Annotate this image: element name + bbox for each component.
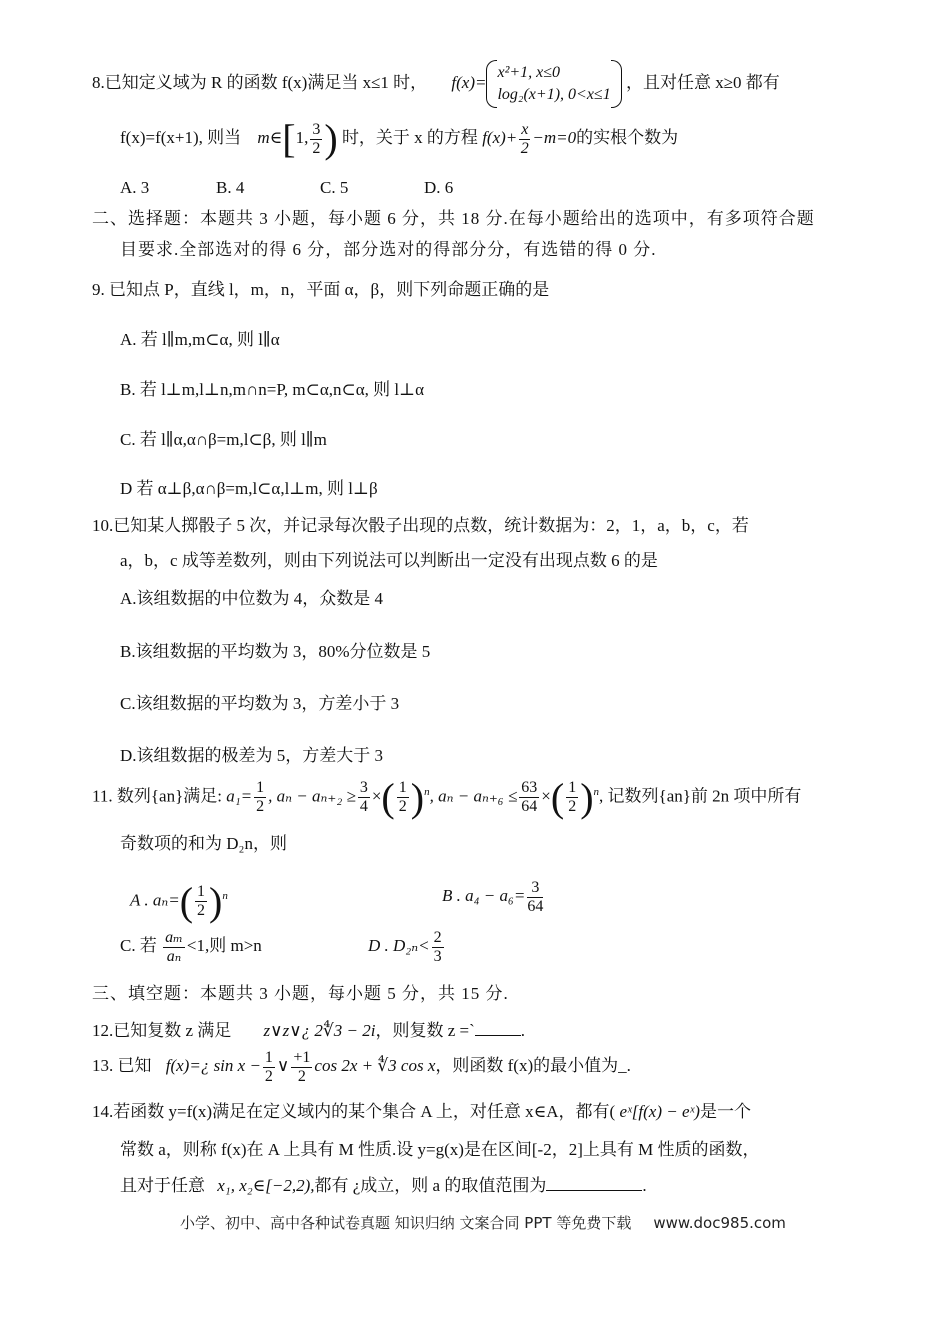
q14-answer-blank xyxy=(546,1176,642,1191)
q9-stem: 9. 已知点 P，直线 l，m，n，平面 α，β，则下列命题正确的是 xyxy=(92,280,550,299)
q8-case2: log₂(x+1), 0<x≤1 xyxy=(497,86,611,104)
q11-option-a: A . aₙ=( $\frac{1}{2}$ )$^n$ xyxy=(130,878,228,924)
footer-url: www.doc985.com xyxy=(653,1214,786,1232)
q14-line2: 常数 a，则称 f(x)在 A 上具有 M 性质.设 y=g(x)是在区间[-2，2]上具有 M 性质的函数， xyxy=(120,1140,760,1159)
q10-option-b: B.该组数据的平均数为 3，80%分位数是 5 xyxy=(120,642,431,661)
q9-option-c: C. 若 l∥α,α∩β=m,l⊂β, 则 l∥m xyxy=(120,430,327,449)
q11-option-d: D . D₂ₙ< $\frac{2}{3}$ xyxy=(368,928,442,965)
q8-line1: 8.已知定义域为 R 的函数 f(x)满足当 x≤1 时， f(x)= x²+1, x≤0 log₂(x+1), 0<x≤1 ，且对任意 x≥0 都有 xyxy=(92,58,780,108)
q9-option-b: B. 若 l⊥m,l⊥n,m∩n=P, m⊂α,n⊂α, 则 l⊥α xyxy=(120,380,425,399)
q10-stem-line2: a，b，c 成等差数列，则由下列说法可以判断出一定没有出现点数 6 的是 xyxy=(120,551,658,570)
q14-line1: 14.若函数 y=f(x)满足在定义域内的某个集合 A 上，对任意 x∈A，都有( eˣ[f(x) − eˣ)是一个 xyxy=(92,1102,751,1121)
q10-option-d: D.该组数据的极差为 5，方差大于 3 xyxy=(120,746,384,765)
q8-function: f(x)= x²+1, x≤0 log₂(x+1), 0<x≤1 xyxy=(451,73,626,92)
q8-option-c: C. 5 xyxy=(320,178,349,197)
q10-option-c: C.该组数据的平均数为 3，方差小于 3 xyxy=(120,694,400,713)
q12-expression: z∨z∨¿ 2∜3 − 2i xyxy=(263,1021,376,1040)
q13-line: 13. 已知 f(x)=¿ sin x − $\frac{1}{2}$ ∨ $\frac{+1}{2}$ cos 2x + ∜3 cos x，则函数 f(x)的最小值为_. xyxy=(92,1048,631,1085)
q12-answer-blank xyxy=(475,1021,521,1036)
q9-option-a: A. 若 l∥m,m⊂α, 则 l∥α xyxy=(120,330,280,349)
page-footer xyxy=(180,1212,786,1233)
q10-option-a: A.该组数据的中位数为 4，众数是 4 xyxy=(120,589,384,608)
q8-option-b: B. 4 xyxy=(216,178,245,197)
q8-options xyxy=(120,176,453,200)
q8-line2: f(x)=f(x+1), 则当 m∈[1, $\frac{3}{2}$ ) 时，关于 x 的方程 f(x)+ $\frac{x}{2}$ −m=0的实根个数为 xyxy=(120,116,679,162)
q10-stem-line1: 10.已知某人掷骰子 5 次，并记录每次骰子出现的点数，统计数据为：2，1，a，b，c，若 xyxy=(92,516,749,535)
section3-heading: 三、填空题：本题共 3 小题，每小题 5 分，共 15 分. xyxy=(92,984,509,1003)
q8-case1: x²+1, x≤0 xyxy=(497,64,561,82)
q11-option-b: B . a₄ − a₆= $\frac{3}{64}$ xyxy=(442,878,544,915)
q11-stem-line1: 11. 数列{an}满足: a₁= $\frac{1}{2}$ , aₙ − aₙ₊₂ ≥ $\frac{3}{4}$ ×( $\frac{1}{2}$ )$^n$, aₙ − aₙ₊₆ ≤ $\frac{63}{64}$ ×( $\frac{1}{2}$ )$^n$, 记数列{an}前 2n 项中所有 xyxy=(92,774,802,820)
q9-option-d: D 若 α⊥β,α∩β=m,l⊂α,l⊥m, 则 l⊥β xyxy=(120,479,378,498)
q8-option-a: A. 3 xyxy=(120,178,150,197)
section2-heading: 二、选择题：本题共 3 小题，每小题 6 分，共 18 分.在每小题给出的选项中，有多项符合题 xyxy=(92,209,815,228)
q8-option-d: D. 6 xyxy=(424,178,454,197)
q11-option-c: C. 若 $\frac{\text{aₘ}}{\text{aₙ}}$ <1,则 m>n xyxy=(120,928,262,965)
footer-text: 小学、初中、高中各种试卷真题 知识归纳 文案合同 PPT 等免费下载 xyxy=(180,1214,632,1232)
q14-line3: 且对于任意 x₁, x₂∈[−2,2),都有 ¿成立，则 a 的取值范围为 . xyxy=(120,1176,647,1195)
q8-stem: 8.已知定义域为 R 的函数 f(x)满足当 x≤1 时， xyxy=(92,73,428,92)
section2-instructions: 目要求.全部选对的得 6 分，部分选对的得部分分，有选错的得 0 分. xyxy=(120,240,657,259)
q11-stem-line2: 奇数项的和为 D₂n，则 xyxy=(120,834,287,853)
q12-line: 12.已知复数 z 满足 z∨z∨¿ 2∜3 − 2i，则复数 z =` . xyxy=(92,1021,525,1040)
